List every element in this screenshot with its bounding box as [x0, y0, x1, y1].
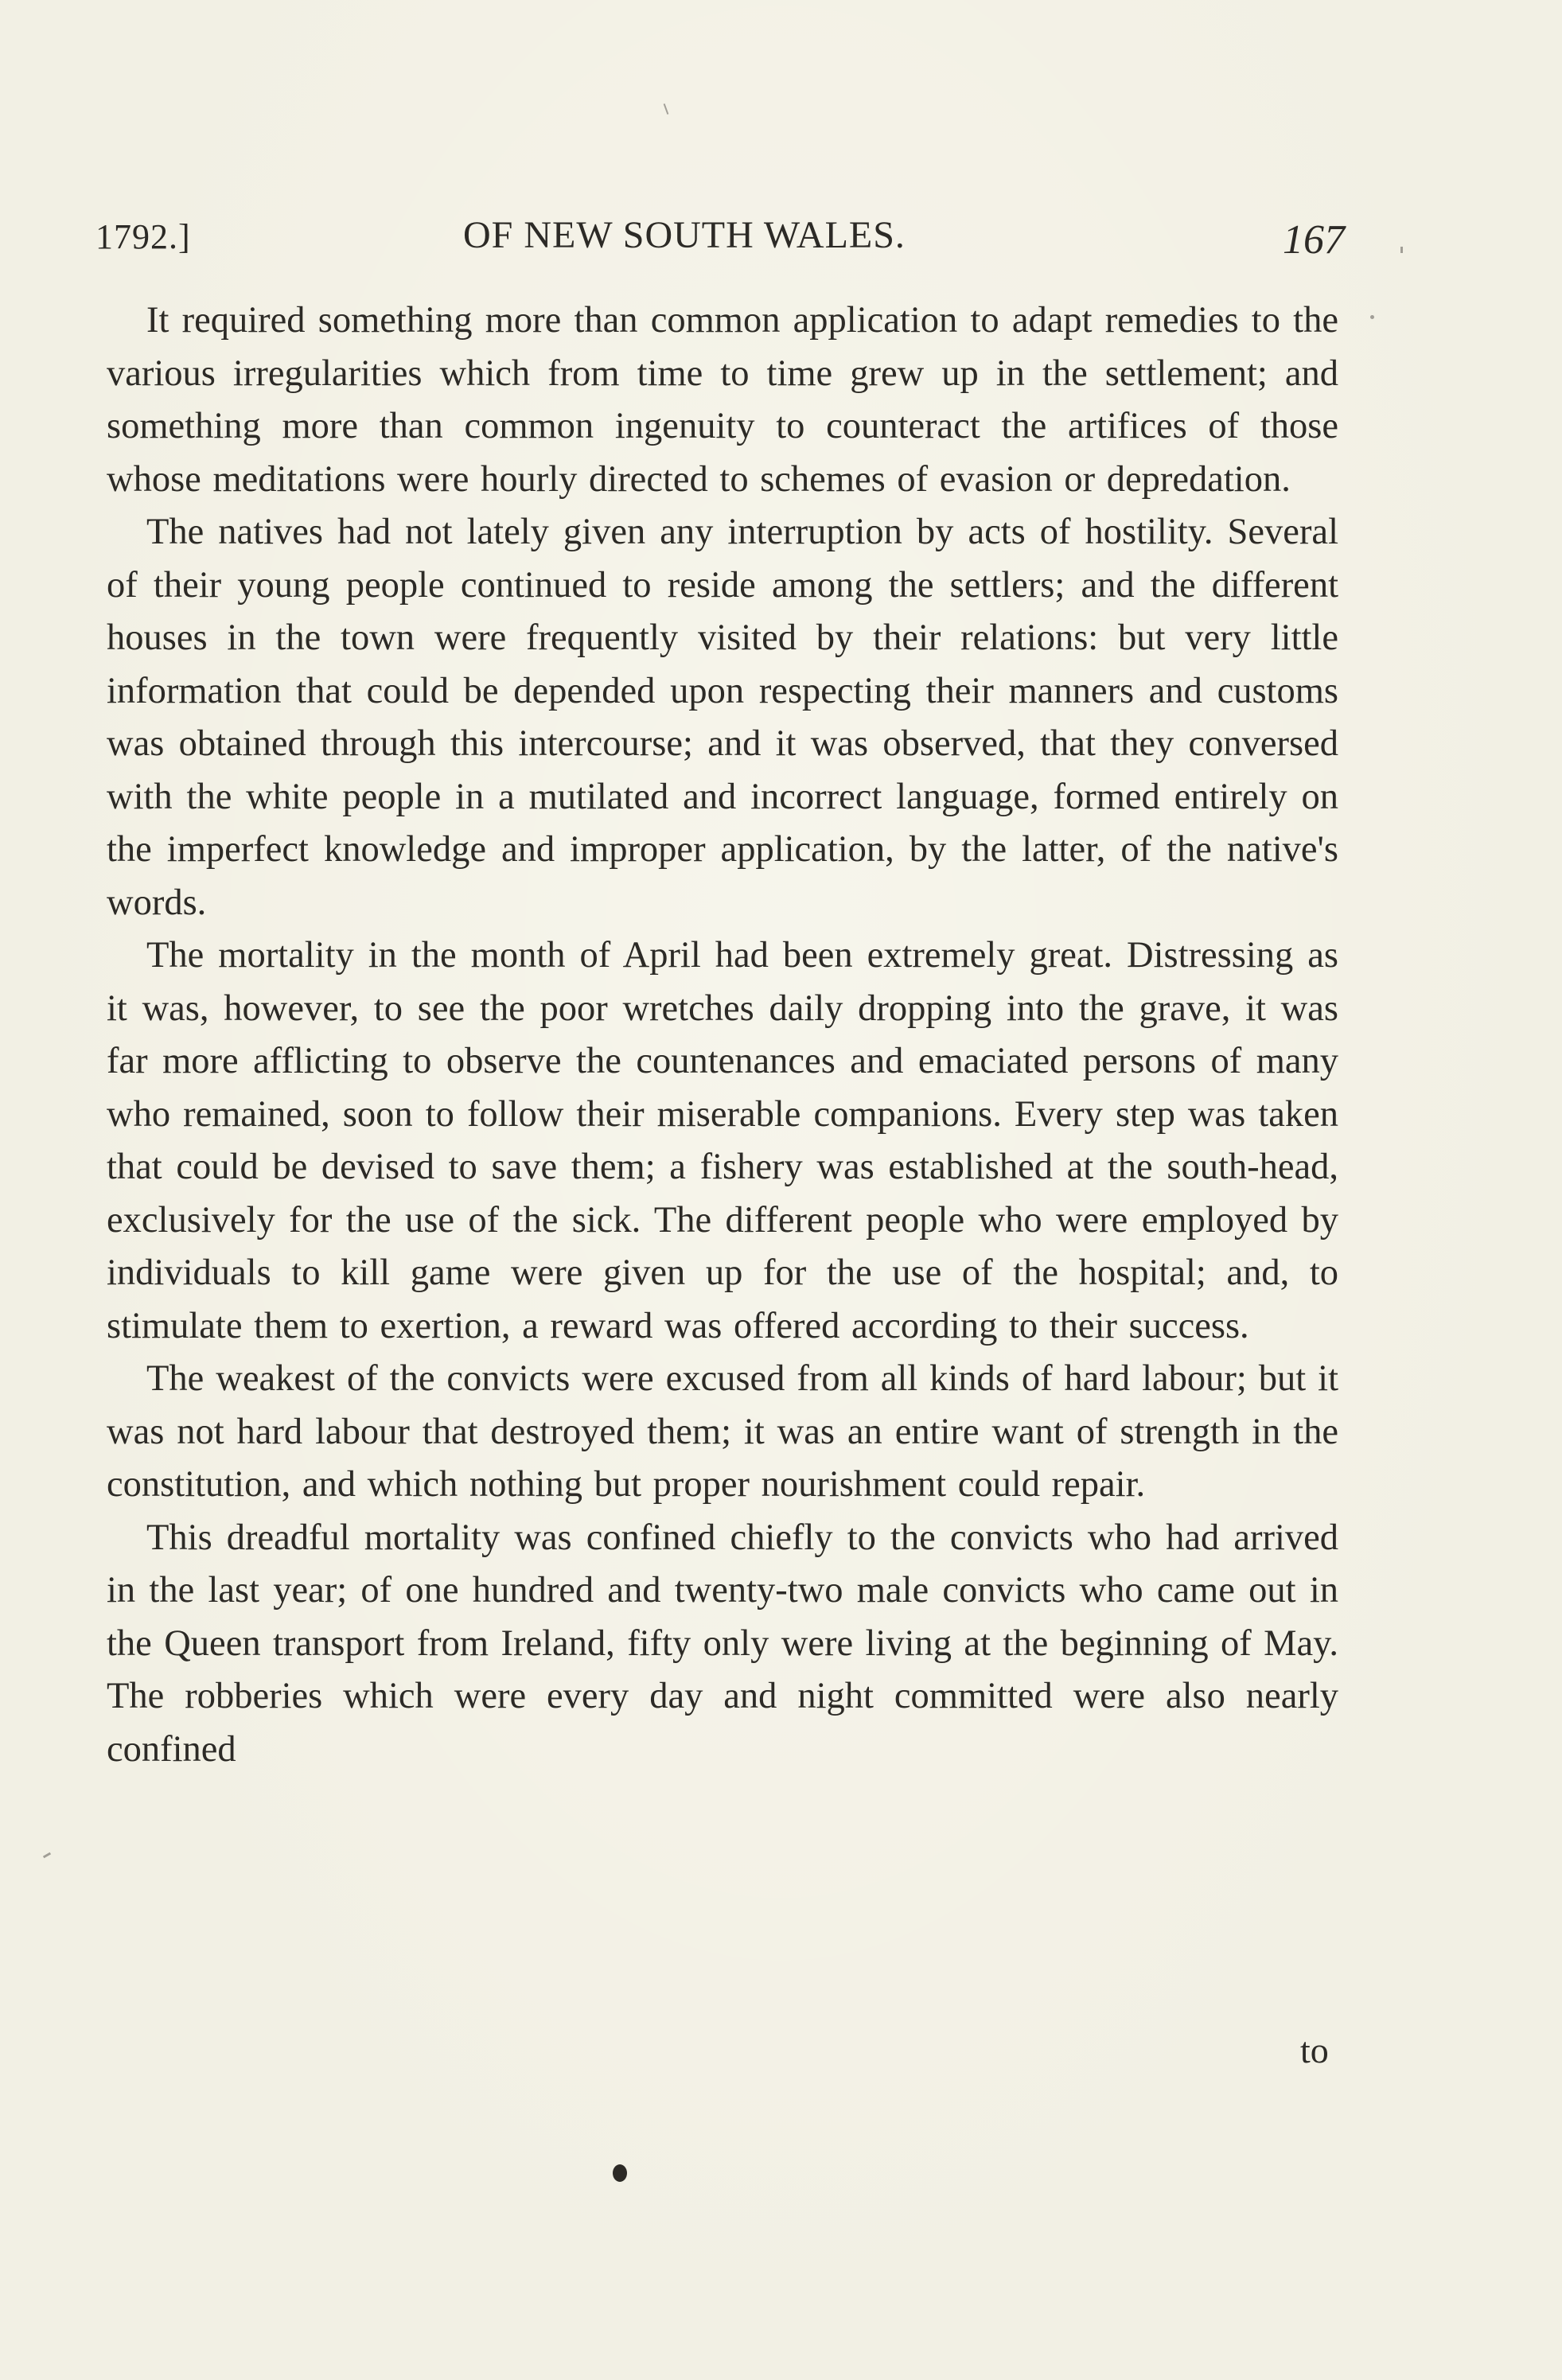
- body-text: [107, 294, 1338, 1776]
- page-number: 167: [1283, 217, 1345, 263]
- header-year: 1792.]: [95, 217, 191, 256]
- header-title: OF NEW SOUTH WALES.: [463, 214, 906, 256]
- paper-speck: [664, 103, 669, 115]
- running-header: [95, 208, 1345, 272]
- paper-speck: [43, 1852, 51, 1859]
- paragraph-5: This dreadful mortality was confined chiefly to the convicts who had arrived in the last year; of one hundred and twenty-two male convicts who came out in the Queen transport from Ireland, fifty only were living at the beginning of May. The robberies which were every day and night committed were also nearly confined: [107, 1517, 1338, 1770]
- paragraph-2: The natives had not lately given any interruption by acts of hostility. Several of their young people continued to reside among the settlers; and the different houses in the town were frequently visited by their relations: but very little information that could be depended upon respecting their manners and customs was obtained through this intercourse; and it was observed, that they conversed with the white people in a mutilated and incorrect language, formed entirely on the imperfect knowledge and improper application, by the latter, of the native's words.: [107, 512, 1338, 923]
- paper-speck: [1370, 315, 1374, 319]
- printer-dot: [613, 2164, 627, 2182]
- paper-speck: [1400, 247, 1403, 253]
- paragraph-3: The mortality in the month of April had been extremely great. Distressing as it was, however, to see the poor wretches daily dropping into the grave, it was far more afflicting to observe the countenances and emaciated persons of many who remained, soon to follow their miserable companions. Every step was taken that could be devised to save them; a fishery was established at the south-head, exclusively for the use of the sick. The different people who were employed by individuals to kill game were given up for the use of the hospital; and, to stimulate them to exertion, a reward was offered according to their success.: [107, 935, 1338, 1346]
- paragraph-4: The weakest of the convicts were excused from all kinds of hard labour; but it was not hard labour that destroyed them; it was an entire want of strength in the constitution, and which nothing but proper nourishment could repair.: [107, 1358, 1338, 1505]
- catchword: to: [1300, 2030, 1329, 2070]
- paragraph-1: It required something more than common application to adapt remedies to the various irregularities which from time to time grew up in the settlement; and something more than common ingenuity to counteract the artifices of those whose meditations were hourly directed to schemes of evasion or depredation.: [107, 300, 1338, 500]
